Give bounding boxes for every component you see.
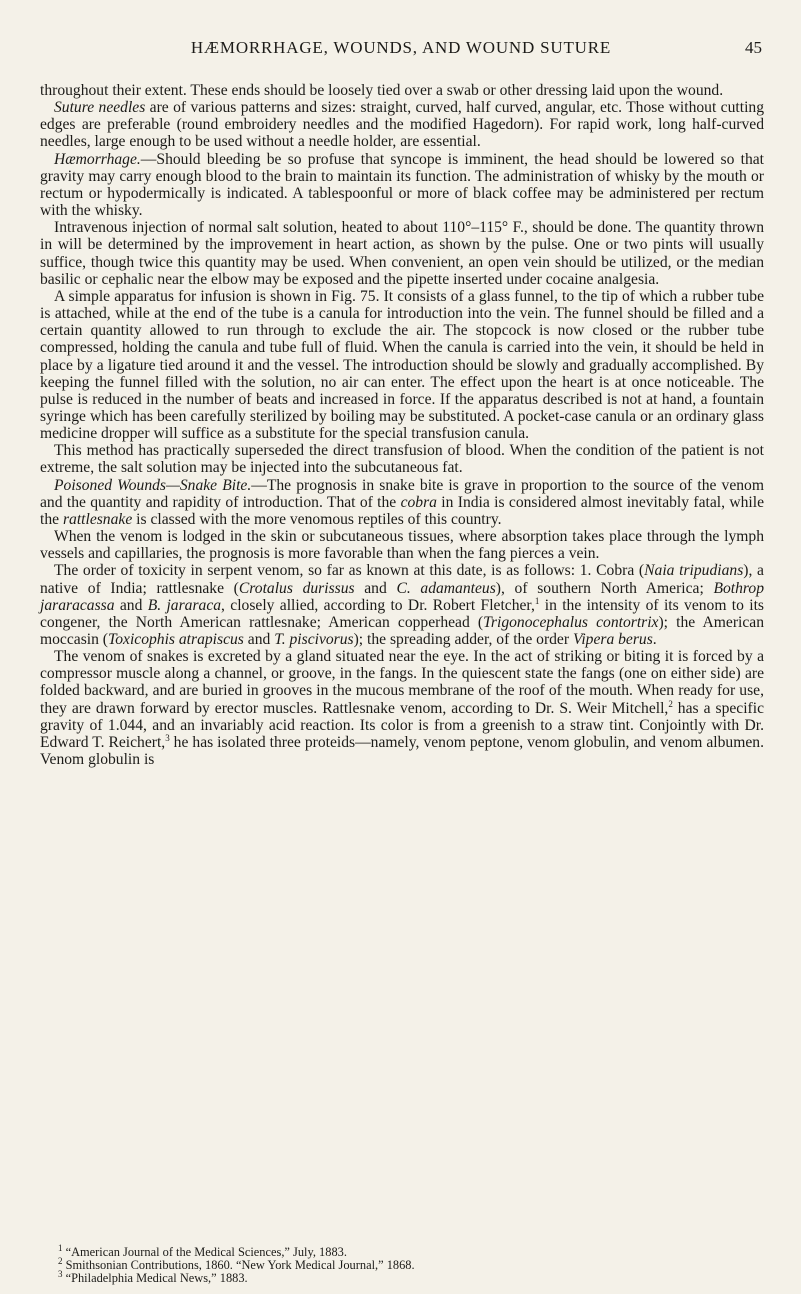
footnote-mark: 3	[58, 1268, 63, 1279]
italic-run: C. adamanteus	[396, 579, 496, 597]
text-run: The order of toxicity in serpent venom, so far as known at this date, is as follows: 1. Cobra (	[54, 562, 645, 580]
italic-run: Bothrop jararacassa	[40, 579, 764, 614]
footnotes	[58, 1242, 758, 1285]
footnote-ref: 1	[534, 595, 540, 606]
text-run: .	[652, 631, 657, 648]
paragraph	[40, 442, 764, 476]
italic-run: T. piscivorus	[274, 631, 354, 648]
paragraph	[40, 648, 764, 768]
footnote-mark: 2	[58, 1255, 63, 1266]
footnote-ref: 2	[668, 698, 673, 709]
footnote	[58, 1268, 758, 1285]
text-run: are of various patterns and sizes: straight, curved, half curved, angular, etc. Those without cutting edges are preferable (round embroidery needles and the modified Hagedorn). For rapid work, long half-curved needles, large enough to be used without a needle holder, are essential.	[40, 99, 764, 151]
text-run: and	[114, 596, 148, 614]
body-text	[40, 82, 764, 768]
text-run: —The prognosis in snake bite is grave in proportion to the source of the venom and the quantity and rapidity of introduction. That of the	[40, 476, 764, 511]
italic-run: Crotalus durissus	[238, 579, 355, 597]
italic-run: rattlesnake	[62, 510, 133, 528]
text-run: has a specific gravity of 1.044, and an invariably acid reaction. Its color is from a greenish to a straw tint. Conjointly with Dr. Edward T. Reichert,	[40, 699, 765, 751]
text-run: and	[354, 579, 397, 597]
page-header	[40, 38, 762, 62]
footnote-text: “American Journal of the Medical Sciences,” July, 1883.	[62, 1245, 347, 1259]
italic-run: Toxicophis atrapiscus	[107, 631, 244, 648]
text-run: and	[243, 631, 275, 648]
text-run: The venom of snakes is excreted by a gland situated near the eye. In the act of striking or biting it is forced by a compressor muscle along a channel, or groove, in the fangs. In the quiescent state the fangs (one on either side) are folded backward, and are buried in grooves in the mucous membrane of the roof of the mouth. When ready for use, they are drawn forward by erector muscles. Rattlesnake venom, according to Dr. S. Weir Mitchell,	[40, 648, 764, 717]
running-title: HÆMORRHAGE, WOUNDS, AND WOUND SUTURE	[190, 38, 612, 57]
italic-run: Hæmorrhage.	[54, 150, 141, 168]
paragraph	[40, 219, 764, 288]
text-run: in India is considered almost inevitably fatal, while the	[40, 493, 764, 528]
footnote-text: “Philadelphia Medical News,” 1883.	[62, 1271, 248, 1285]
text-run: ); the spreading adder, of the order	[353, 631, 573, 648]
footnote-text: Smithsonian Contributions, 1860. “New York Medical Journal,” 1868.	[62, 1258, 415, 1272]
paragraph	[40, 562, 764, 648]
paragraph	[40, 477, 764, 528]
italic-run: Vipera berus	[572, 631, 653, 648]
italic-run: Poisoned Wounds—Snake Bite.	[54, 476, 252, 494]
paragraph	[40, 288, 764, 442]
italic-run: Naia tripudians	[644, 562, 744, 580]
text-run: throughout their extent. These ends should be loosely tied over a swab or other dressing laid upon the wound.	[40, 82, 724, 99]
page-number: 45	[745, 38, 762, 57]
italic-run: Suture needles	[54, 99, 146, 117]
text-run: is classed with the more venomous reptiles of this country.	[132, 510, 502, 528]
text-run: When the venom is lodged in the skin or subcutaneous tissues, where absorption takes place through the lymph vessels and capillaries, the prognosis is more favorable than when the fang pierces a vein.	[40, 528, 764, 563]
footnote-ref: 3	[165, 732, 170, 743]
text-run: , closely allied, according to Dr. Robert Fletcher,	[221, 596, 535, 614]
paragraph	[40, 82, 764, 99]
text-run: Intravenous injection of normal salt solution, heated to about 110°–115° F., should be done. The quantity thrown in will be determined by the improvement in heart action, as shown by the pulse. One or two pints will usually suffice, though twice this quantity may be used. When convenient, an open vein should be utilized, or the median basilic or cephalic near the elbow may be exposed and the pipette inserted under cocaine analgesia.	[40, 219, 764, 288]
text-run: ), of southern North America;	[495, 579, 714, 597]
text-run: he has isolated three proteids—namely, venom peptone, venom globulin, and venom albumen. Venom globulin is	[40, 733, 764, 769]
footnote-mark: 1	[58, 1242, 63, 1253]
text-run: —Should bleeding be so profuse that syncope is imminent, the head should be lowered so that gravity may carry enough blood to the brain to maintain its function. The administration of whisky by the mouth or rectum or hypodermically is indicated. A tablespoonful or more of black coffee may be administered per rectum with the whisky.	[40, 150, 764, 220]
paragraph	[40, 151, 764, 220]
italic-run: Trigonocephalus contortrix	[483, 613, 659, 631]
italic-run: cobra	[400, 493, 437, 511]
text-run: A simple apparatus for infusion is shown in Fig. 75. It consists of a glass funnel, to the tip of which a rubber tube is attached, while at the end of the tube is a canula for introduction into the vein. The funnel should be filled and a certain quantity allowed to run through to exclude the air. The stopcock is now closed or the rubber tube compressed, holding the canula and tube full of fluid. When the canula is carried into the vein, it should be held in place by a ligature tied around it and the vessel. The introduction should be slowly and gradually accomplished. By keeping the funnel filled with the solution, no air can enter. The effect upon the heart is at once noticeable. The pulse is reduced in the number of beats and increased in force. If the apparatus described is not at hand, a fountain syringe which has been carefully sterilized by boiling may be substituted. A pocket-case canula or an ordinary glass medicine dropper will suffice as a substitute for the special transfusion canula.	[40, 287, 764, 443]
italic-run: B. jararaca	[147, 596, 222, 614]
paragraph	[40, 528, 764, 562]
text-run: ), a native of India; rattlesnake (	[40, 562, 764, 597]
text-run: in the intensity of its venom to its congener, the North American rattlesnake; American copperhead (	[40, 596, 765, 631]
text-run: This method has practically superseded the direct transfusion of blood. When the condition of the patient is not extreme, the salt solution may be injected into the subcutaneous fat.	[40, 442, 764, 477]
text-run: ); the American moccasin (	[40, 613, 764, 648]
paragraph	[40, 99, 764, 150]
